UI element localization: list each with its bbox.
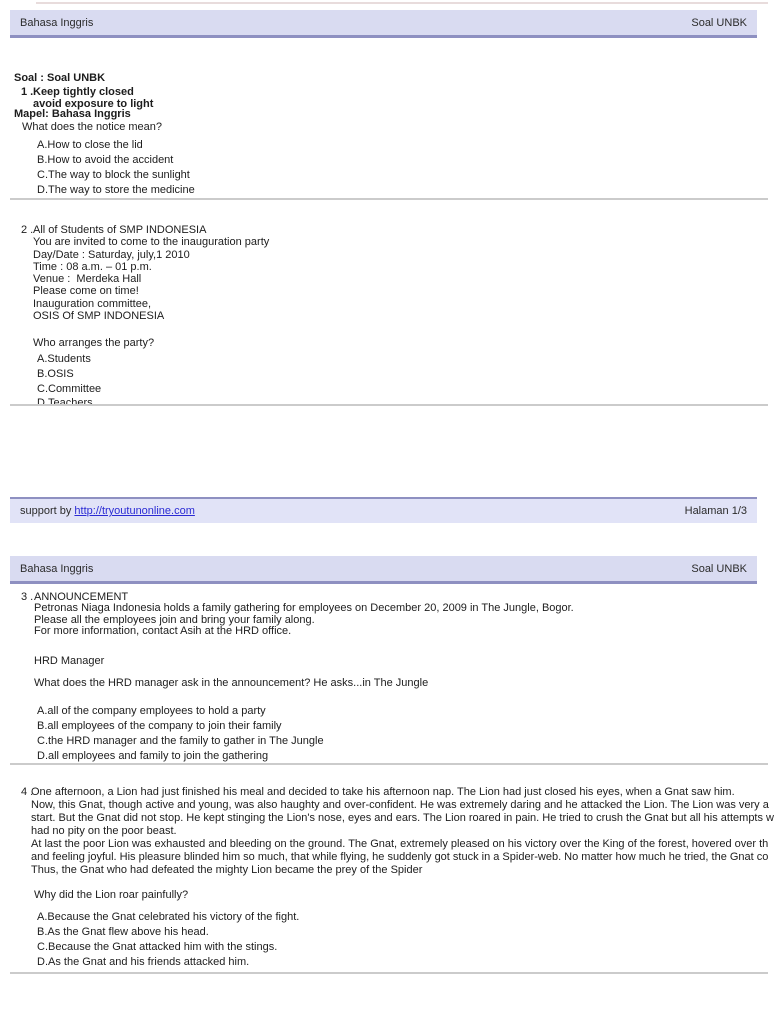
option-c: C.The way to block the sunlight xyxy=(37,168,190,181)
invitation-line: OSIS Of SMP INDONESIA xyxy=(33,310,165,323)
option-c: C.Committee xyxy=(37,382,102,395)
support-text xyxy=(20,505,195,517)
option-b: B.OSIS xyxy=(37,368,74,381)
header-subject-label: Bahasa Inggris xyxy=(20,562,94,575)
header-subject-label: Bahasa Inggris xyxy=(20,16,94,29)
option-b: B.As the Gnat flew above his head. xyxy=(37,926,209,938)
page1-header-bar xyxy=(10,10,757,38)
invitation-line: Please come on time! xyxy=(33,285,139,298)
invitation-line: You are invited to come to the inauguration party xyxy=(33,236,270,249)
story-line: had no pity on the poor beast. xyxy=(31,825,177,837)
invitation-text xyxy=(33,224,768,322)
question-1-text: What does the notice mean? xyxy=(22,121,163,134)
question-2-text: Who arranges the party? xyxy=(33,337,155,350)
story-line: One afternoon, a Lion had just finished his meal and decided to take his afternoon nap. The Lion had just closed his eyes, when a Gnat saw him. xyxy=(31,786,735,798)
notice-text xyxy=(33,86,768,110)
question-3-text: What does the HRD manager ask in the announcement? He asks...in The Jungle xyxy=(34,677,429,690)
header-exam-label: Soal UNBK xyxy=(691,562,747,575)
option-b: B.How to avoid the accident xyxy=(37,154,174,167)
invitation-line: Day/Date : Saturday, july,1 2010 xyxy=(33,248,190,261)
question-divider xyxy=(10,972,768,974)
announcement-text xyxy=(34,592,768,637)
invitation-line: Inauguration committee, xyxy=(33,297,152,310)
question-4-number: 4 . xyxy=(21,786,34,798)
option-d: D.all employees and family to join the gathering xyxy=(37,750,269,763)
story-text xyxy=(31,786,774,877)
page2-header-bar xyxy=(10,556,757,584)
question-2 xyxy=(0,224,768,402)
header-exam-label: Soal UNBK xyxy=(691,16,747,29)
story-line: start. But the Gnat did not stop. He kept stinging the Lion's nose, eyes and ears. The Lion roared in pain. He tried to crush the Gnat but all his attempts w xyxy=(31,812,774,824)
invitation-line: Time : 08 a.m. – 01 p.m. xyxy=(33,260,152,273)
question-2-options xyxy=(37,352,768,411)
story-line: Thus, the Gnat who had defeated the mighty Lion became the prey of the Spider xyxy=(31,864,423,876)
invitation-line: All of Students of SMP INDONESIA xyxy=(33,224,207,236)
question-divider xyxy=(10,763,768,765)
announcement-line: Petronas Niaga Indonesia holds a family gathering for employees on December 20, 2009 in The Jungle, Bogor. xyxy=(34,602,574,615)
announcement-line: Please all the employees join and bring your family along. xyxy=(34,613,315,626)
question-4-options xyxy=(37,910,768,970)
announcement-title: ANNOUNCEMENT xyxy=(34,591,129,603)
option-c: C.Because the Gnat attacked him with the stings. xyxy=(37,941,278,953)
story-line: At last the poor Lion was exhausted and bleeding on the ground. The Gnat, extremely pleased on his victory over the King of the forest, hovered over th xyxy=(31,838,769,850)
page-number-label: Halaman 1/3 xyxy=(684,505,747,517)
option-d: D.The way to store the medicine xyxy=(37,183,195,196)
question-3-number: 3 . xyxy=(21,591,34,603)
option-a: A.How to close the lid xyxy=(37,139,143,152)
support-prefix: support by xyxy=(20,505,75,517)
notice-line: avoid exposure to light xyxy=(33,98,154,111)
question-divider xyxy=(10,404,768,406)
question-1-number: 1 . xyxy=(21,86,34,98)
soal-label: Soal : Soal UNBK xyxy=(14,72,106,84)
notice-line: Keep tightly closed xyxy=(33,86,134,98)
question-4 xyxy=(0,786,774,972)
option-c: C.the HRD manager and the family to gather in The Jungle xyxy=(37,735,324,748)
mapel-label: Mapel: Bahasa Inggris xyxy=(14,108,131,120)
page1-footer-bar xyxy=(10,497,757,523)
option-b: B.all employees of the company to join their family xyxy=(37,720,282,733)
question-4-text: Why did the Lion roar painfully? xyxy=(34,889,189,901)
invitation-line: Venue : Merdeka Hall xyxy=(33,273,142,286)
story-line: Now, this Gnat, though active and young, was also haughty and over-confident. He was extremely daring and he attacked the Lion. The Lion was very a xyxy=(31,799,769,811)
announcement-line: For more information, contact Asih at the HRD office. xyxy=(34,624,292,637)
option-a: A.all of the company employees to hold a party xyxy=(37,705,266,718)
story-line: and feeling joyful. His pleasure blinded him so much, that while flying, he suddenly got stuck in a Spider-web. No matter how much he tried, the Gnat co xyxy=(31,851,769,863)
question-3-options xyxy=(37,704,768,764)
page-top-edge xyxy=(36,2,768,4)
option-a: A.Because the Gnat celebrated his victory of the fight. xyxy=(37,911,300,923)
option-a: A.Students xyxy=(37,353,91,366)
question-1 xyxy=(0,86,768,198)
option-d: D.As the Gnat and his friends attacked him. xyxy=(37,956,250,968)
support-link[interactable]: http://tryoutunonline.com xyxy=(74,505,195,517)
question-2-number: 2 . xyxy=(21,224,34,236)
question-3 xyxy=(0,592,768,763)
question-1-options xyxy=(37,138,768,197)
announcement-signature: HRD Manager xyxy=(34,655,105,668)
question-divider xyxy=(10,198,768,200)
